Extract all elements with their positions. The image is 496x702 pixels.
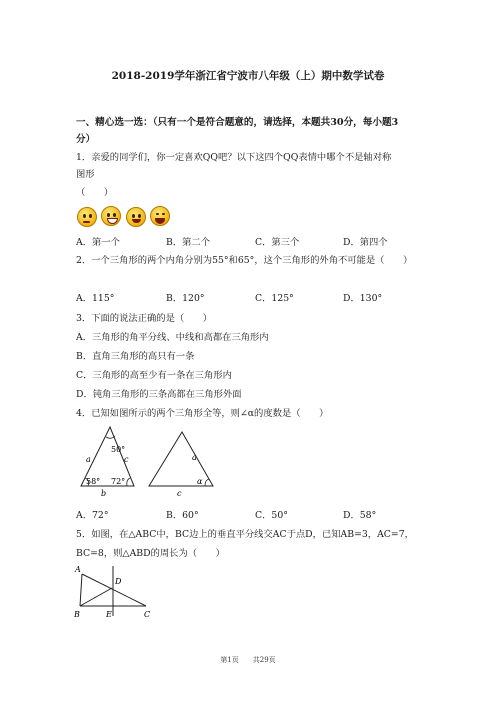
q5-text-cont: BC=8，则△ABD的周长为（ ） [76, 548, 225, 559]
q2-option-d: D．130° [343, 293, 383, 304]
page-title: 2018-2019学年浙江省宁波市八年级（上）期中数学试卷 [111, 70, 385, 82]
q1-text-cont: 图形 [76, 169, 95, 180]
q4-fig1-left-angle: 58° [86, 477, 101, 486]
q1-text: 1．亲爱的同学们，你一定喜欢QQ吧？以下这四个QQ表情中哪个不是轴对称 [76, 152, 392, 163]
smiling-face-icon [126, 207, 146, 227]
q2-option-b: B．120° [166, 293, 205, 304]
q5-text: 5．如图，在△ABC中，BC边上的垂直平分线交AC于点D，已知AB=3，AC=7， [76, 529, 414, 540]
q1-option-a: A．第一个 [76, 237, 120, 248]
thinking-face-icon [77, 207, 97, 227]
q5-figure [72, 562, 162, 620]
q3-text: 3．下面的说法正确的是（ ） [76, 313, 213, 324]
q4-fig1-side-b: b [101, 489, 107, 498]
q3-option-a: A．三角形的角平分线、中线和高都在三角形内 [76, 332, 269, 343]
q1-blank: （ ） [76, 187, 114, 198]
q3-option-c: C．三角形的高至少有一条在三角形内 [76, 370, 232, 381]
q1-option-c: C．第三个 [255, 237, 300, 248]
q1-option-d: D．第四个 [343, 237, 388, 248]
q4-figure-2 [146, 430, 226, 500]
q5-point-b: B [74, 610, 80, 619]
q4-option-a: A．72° [76, 510, 109, 521]
q4-fig1-side-a: a [86, 455, 91, 464]
page-footer: 第1页 共29页 [220, 656, 276, 664]
section-heading: 一、精心选一选：（只有一个是符合题意的，请选择，本题共30分，每小题3 [76, 117, 399, 128]
q2-option-c: C．125° [255, 293, 294, 304]
q4-fig2-side-c: c [177, 489, 182, 498]
grinning-face-icon [101, 206, 121, 226]
q4-fig1-top-angle: 50° [111, 445, 126, 454]
q4-fig1-side-c: c [124, 455, 129, 464]
q4-text: 4．已知如图所示的两个三角形全等，则∠α的度数是（ ） [76, 408, 329, 419]
q4-option-c: C．50° [255, 510, 288, 521]
q5-point-c: C [144, 610, 151, 619]
laughing-face-icon [150, 206, 170, 226]
q4-fig2-angle-alpha: α [197, 477, 203, 486]
q3-option-b: B．直角三角形的高只有一条 [76, 351, 195, 362]
q4-fig2-side-a: a [192, 453, 197, 462]
section-heading-cont: 分） [76, 134, 96, 145]
q5-point-e: E [106, 610, 112, 619]
q2-text: 2．一个三角形的两个内角分别为55°和65°，这个三角形的外角不可能是（ ） [76, 255, 413, 266]
q2-option-a: A．115° [76, 293, 115, 304]
q5-point-a: A [75, 565, 81, 574]
q1-option-b: B．第二个 [166, 237, 211, 248]
q3-option-d: D．钝角三角形的三条高都在三角形外面 [76, 389, 242, 400]
q4-option-b: B．60° [166, 510, 199, 521]
q4-option-d: D．58° [343, 510, 377, 521]
q5-point-d: D [115, 577, 122, 586]
q4-fig1-right-angle: 72° [111, 477, 126, 486]
